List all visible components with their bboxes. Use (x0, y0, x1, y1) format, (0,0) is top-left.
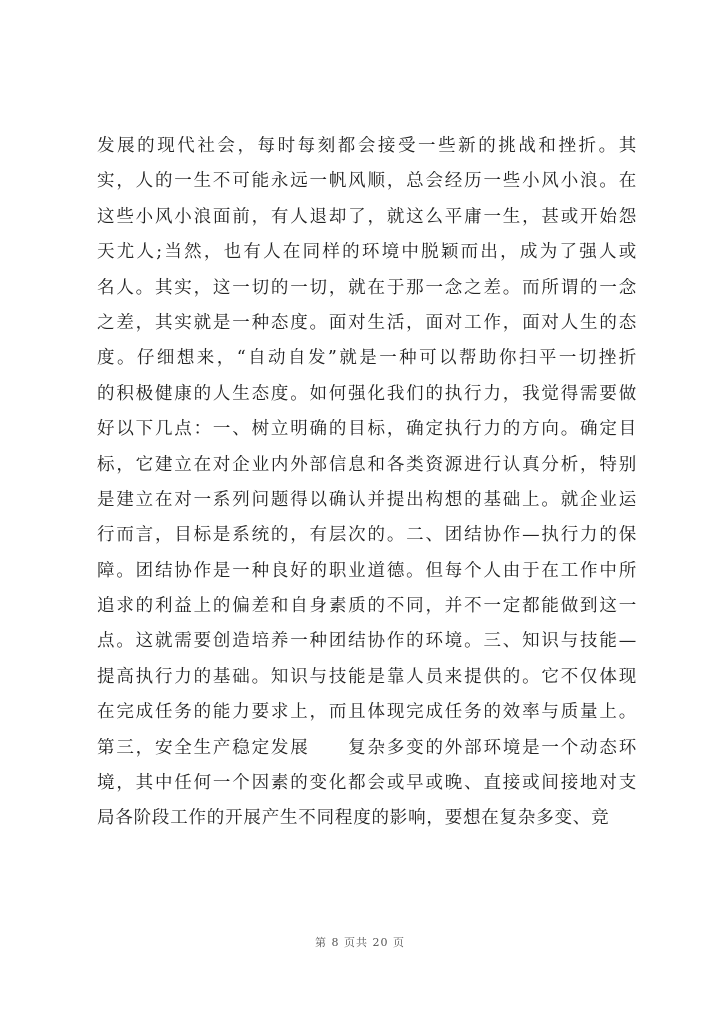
text-line-16: 提高执行力的基础。知识与技能是靠人员来提供的。它不仅体现 (97, 666, 637, 687)
text-line-14: 追求的利益上的偏差和自身素质的不同，并不一定都能做到这一 (97, 596, 637, 617)
text-line-1: 发展的现代社会，每时每刻都会接受一些新的挑战和挫折。其 (97, 136, 637, 156)
body-text (97, 129, 637, 837)
text-line-6: 之差，其实就是一种态度。面对生活，面对工作，面对人生的态 (97, 312, 637, 333)
text-line-3: 这些小风小浪面前，有人退却了，就这么平庸一生，甚或开始怨 (97, 206, 637, 227)
text-line-17: 在完成任务的能力要求上，而且体现完成任务的效率与质量上。 (97, 702, 637, 723)
text-line-13: 障。团结协作是一种良好的职业道德。但每个人由于在工作中所 (97, 560, 637, 581)
text-line-11: 是建立在对一系列问题得以确认并提出构想的基础上。就企业运 (97, 489, 637, 510)
text-line-5: 名人。其实，这一切的一切，就在于那一念之差。而所谓的一念 (97, 277, 637, 298)
text-line-19: 境，其中任何一个因素的变化都会或早或晚、直接或间接地对支 (97, 773, 637, 794)
page-number-footer: 第 8 页共 20 页 (315, 936, 405, 949)
text-line-15: 点。这就需要创造培养一种团结协作的环境。三、知识与技能— (97, 631, 637, 652)
text-line-8: 的积极健康的人生态度。如何强化我们的执行力，我觉得需要做 (97, 383, 637, 404)
text-line-2: 实，人的一生不可能永远一帆风顺，总会经历一些小风小浪。在 (97, 171, 637, 192)
text-line-7: 度。仔细想来，“自动自发”就是一种可以帮助你扫平一切挫折 (97, 348, 637, 369)
text-line-12: 行而言，目标是系统的，有层次的。二、团结协作—执行力的保 (97, 525, 637, 546)
text-line-10: 标，它建立在对企业内外部信息和各类资源进行认真分析，特别 (97, 454, 637, 475)
text-line-9: 好以下几点：一、树立明确的目标，确定执行力的方向。确定目 (97, 419, 637, 440)
text-line-4: 天尤人;当然，也有人在同样的环境中脱颖而出，成为了强人或 (97, 242, 637, 263)
text-line-20: 局各阶段工作的开展产生不同程度的影响，要想在复杂多变、竞 (97, 808, 610, 829)
text-line-18: 第三，安全生产稳定发展 复杂多变的外部环境是一个动态环 (97, 737, 637, 758)
